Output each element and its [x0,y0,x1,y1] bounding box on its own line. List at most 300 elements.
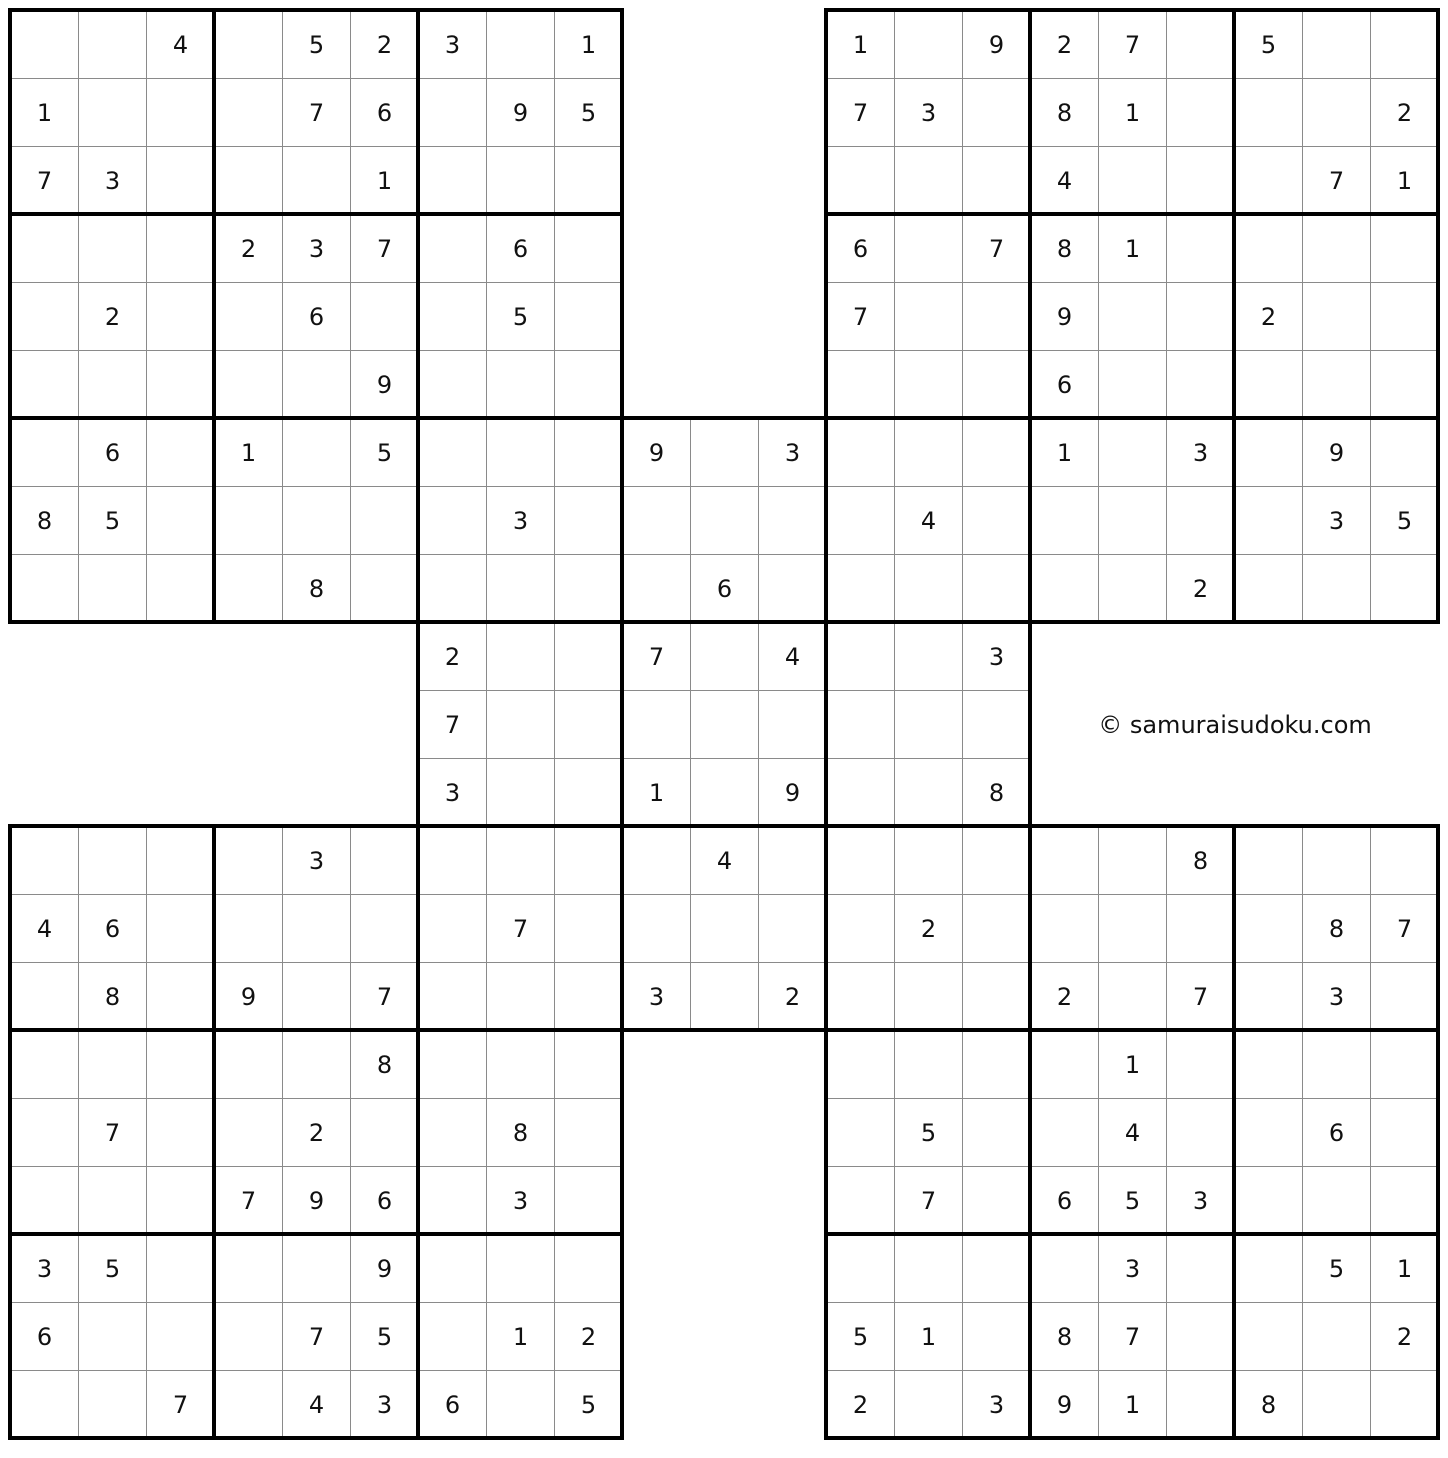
sudoku-cell[interactable] [826,350,895,419]
sudoku-cell[interactable] [486,962,555,1031]
sudoku-cell[interactable] [78,1166,147,1235]
sudoku-cell[interactable] [962,962,1031,1031]
sudoku-cell[interactable] [282,418,351,487]
sudoku-cell[interactable] [282,350,351,419]
sudoku-cell: 1 [622,758,691,827]
sudoku-cell[interactable] [894,962,963,1031]
sudoku-cell[interactable] [1370,1098,1439,1167]
sudoku-cell[interactable] [1098,826,1167,895]
sudoku-cell: 8 [1234,1370,1303,1439]
sudoku-cell[interactable] [146,894,215,963]
sudoku-cell[interactable] [690,690,759,759]
sudoku-cell[interactable] [1166,78,1235,147]
sudoku-cell[interactable] [214,1370,283,1439]
sudoku-cell: 2 [1370,1302,1439,1371]
sudoku-cell[interactable] [1234,418,1303,487]
sudoku-cell[interactable] [554,1166,623,1235]
sudoku-cell[interactable] [78,1370,147,1439]
box-border [1232,824,1236,1032]
box-border [212,824,216,1032]
sudoku-cell[interactable] [1370,282,1439,351]
sudoku-cell[interactable] [826,826,895,895]
sudoku-cell[interactable] [1370,1166,1439,1235]
sudoku-cell[interactable] [554,214,623,283]
sudoku-cell[interactable] [554,758,623,827]
sudoku-cell[interactable] [826,1234,895,1303]
sudoku-cell[interactable] [418,894,487,963]
sudoku-cell[interactable] [350,282,419,351]
sudoku-cell[interactable] [418,962,487,1031]
sudoku-cell[interactable] [962,282,1031,351]
sudoku-cell: 8 [78,962,147,1031]
sudoku-cell[interactable] [1030,894,1099,963]
sudoku-cell[interactable] [146,282,215,351]
sudoku-cell[interactable] [214,826,283,895]
sudoku-cell: 6 [1030,1166,1099,1235]
sudoku-cell[interactable] [282,962,351,1031]
sudoku-cell[interactable] [350,826,419,895]
sudoku-cell[interactable] [1030,1234,1099,1303]
sudoku-cell[interactable] [622,554,691,623]
sudoku-cell[interactable] [418,282,487,351]
sudoku-cell[interactable] [486,758,555,827]
sudoku-cell[interactable] [826,622,895,691]
sudoku-cell[interactable] [418,826,487,895]
sudoku-cell[interactable] [418,418,487,487]
sudoku-cell[interactable] [1098,282,1167,351]
sudoku-cell[interactable] [1302,1302,1371,1371]
sudoku-cell: 1 [10,78,79,147]
sudoku-cell[interactable] [10,282,79,351]
sudoku-cell[interactable] [1166,282,1235,351]
sudoku-cell[interactable] [962,350,1031,419]
sudoku-cell[interactable] [78,78,147,147]
sudoku-cell[interactable] [826,1098,895,1167]
sudoku-cell[interactable] [1234,78,1303,147]
sudoku-cell[interactable] [962,894,1031,963]
sudoku-cell[interactable] [1302,214,1371,283]
sudoku-cell[interactable] [146,826,215,895]
sudoku-cell[interactable] [418,1302,487,1371]
sudoku-cell[interactable] [894,418,963,487]
sudoku-cell[interactable] [1370,962,1439,1031]
sudoku-cell[interactable] [486,1370,555,1439]
sudoku-cell[interactable] [1234,1098,1303,1167]
sudoku-cell[interactable] [1370,350,1439,419]
box-border [824,8,828,216]
sudoku-cell[interactable] [894,10,963,79]
sudoku-cell[interactable] [146,962,215,1031]
sudoku-cell[interactable] [554,350,623,419]
sudoku-cell[interactable] [1166,486,1235,555]
box-border [8,1028,12,1236]
sudoku-cell[interactable] [1166,1302,1235,1371]
sudoku-cell[interactable] [1302,10,1371,79]
sudoku-cell[interactable] [214,894,283,963]
sudoku-cell[interactable] [350,554,419,623]
sudoku-cell[interactable] [1234,962,1303,1031]
box-border [212,1436,420,1440]
box-border [1028,416,1236,420]
sudoku-cell[interactable] [10,10,79,79]
sudoku-cell[interactable] [486,418,555,487]
sudoku-cell: 7 [894,1166,963,1235]
sudoku-cell[interactable] [1370,1370,1439,1439]
sudoku-cell[interactable] [1302,826,1371,895]
sudoku-cell: 7 [826,282,895,351]
sudoku-cell[interactable] [826,690,895,759]
sudoku-cell: 7 [826,78,895,147]
sudoku-cell[interactable] [486,554,555,623]
sudoku-cell[interactable] [622,826,691,895]
sudoku-cell: 1 [1030,418,1099,487]
sudoku-cell[interactable] [758,894,827,963]
sudoku-cell: 6 [78,894,147,963]
sudoku-cell[interactable] [418,554,487,623]
sudoku-cell[interactable] [554,1234,623,1303]
sudoku-cell[interactable] [554,894,623,963]
sudoku-cell[interactable] [690,622,759,691]
sudoku-cell[interactable] [486,1030,555,1099]
sudoku-cell[interactable] [554,1030,623,1099]
box-border [1436,1232,1440,1440]
sudoku-cell[interactable] [554,146,623,215]
sudoku-cell[interactable] [1234,1302,1303,1371]
sudoku-cell[interactable] [962,418,1031,487]
sudoku-cell[interactable] [282,894,351,963]
sudoku-cell: 2 [1030,10,1099,79]
sudoku-cell[interactable] [486,622,555,691]
sudoku-cell[interactable] [1234,214,1303,283]
sudoku-cell[interactable] [418,1030,487,1099]
sudoku-cell[interactable] [894,690,963,759]
sudoku-cell[interactable] [1234,1166,1303,1235]
box-border [8,824,216,828]
sudoku-cell[interactable] [1302,1030,1371,1099]
sudoku-cell[interactable] [1302,554,1371,623]
sudoku-cell: 7 [1370,894,1439,963]
sudoku-cell[interactable] [1234,146,1303,215]
sudoku-cell[interactable] [758,826,827,895]
sudoku-cell[interactable] [1370,1030,1439,1099]
sudoku-cell[interactable] [690,486,759,555]
sudoku-cell[interactable] [10,1166,79,1235]
box-border [1232,1232,1236,1440]
sudoku-cell[interactable] [1234,1030,1303,1099]
sudoku-cell[interactable] [554,486,623,555]
sudoku-cell[interactable] [1098,894,1167,963]
sudoku-cell[interactable] [1098,554,1167,623]
box-border [1028,212,1236,216]
sudoku-cell[interactable] [78,10,147,79]
sudoku-cell[interactable] [690,894,759,963]
sudoku-cell[interactable] [78,1030,147,1099]
box-border [1028,620,1236,624]
sudoku-cell[interactable] [1234,554,1303,623]
sudoku-cell[interactable] [146,1234,215,1303]
sudoku-cell[interactable] [418,1098,487,1167]
sudoku-cell[interactable] [622,486,691,555]
sudoku-cell[interactable] [1234,486,1303,555]
sudoku-cell[interactable] [1166,214,1235,283]
sudoku-cell[interactable] [282,1030,351,1099]
sudoku-cell[interactable] [78,1302,147,1371]
box-border [212,1232,216,1440]
sudoku-cell[interactable] [826,894,895,963]
sudoku-cell[interactable] [1030,486,1099,555]
sudoku-cell[interactable] [418,146,487,215]
sudoku-cell[interactable] [894,214,963,283]
sudoku-cell[interactable] [1234,350,1303,419]
sudoku-cell[interactable] [214,554,283,623]
sudoku-cell[interactable] [146,146,215,215]
sudoku-cell[interactable] [962,690,1031,759]
sudoku-cell[interactable] [1302,1370,1371,1439]
sudoku-cell[interactable] [486,690,555,759]
sudoku-cell[interactable] [1098,146,1167,215]
sudoku-cell[interactable] [10,962,79,1031]
sudoku-cell[interactable] [350,894,419,963]
sudoku-cell[interactable] [1302,78,1371,147]
sudoku-cell[interactable] [418,1166,487,1235]
sudoku-cell[interactable] [962,554,1031,623]
sudoku-cell[interactable] [690,758,759,827]
sudoku-cell[interactable] [78,554,147,623]
sudoku-cell[interactable] [826,418,895,487]
sudoku-cell: 1 [554,10,623,79]
sudoku-cell[interactable] [894,350,963,419]
sudoku-cell[interactable] [214,1030,283,1099]
sudoku-cell[interactable] [962,1098,1031,1167]
sudoku-cell[interactable] [10,1030,79,1099]
box-border [620,416,624,624]
sudoku-cell: 6 [1302,1098,1371,1167]
sudoku-cell[interactable] [214,486,283,555]
box-border [1436,1028,1440,1236]
sudoku-cell[interactable] [962,826,1031,895]
sudoku-cell[interactable] [826,486,895,555]
sudoku-cell: 2 [758,962,827,1031]
sudoku-cell[interactable] [146,1098,215,1167]
sudoku-cell[interactable] [894,282,963,351]
sudoku-cell[interactable] [10,350,79,419]
sudoku-cell[interactable] [486,826,555,895]
sudoku-cell[interactable] [1302,1166,1371,1235]
sudoku-cell[interactable] [826,1166,895,1235]
sudoku-cell[interactable] [1370,214,1439,283]
sudoku-cell[interactable] [146,486,215,555]
sudoku-cell[interactable] [10,1370,79,1439]
box-border [824,8,1032,12]
sudoku-cell[interactable] [10,826,79,895]
box-border [8,8,12,216]
sudoku-cell[interactable] [146,1302,215,1371]
sudoku-cell[interactable] [962,1030,1031,1099]
sudoku-cell[interactable] [1302,282,1371,351]
sudoku-cell[interactable] [1166,1234,1235,1303]
sudoku-cell[interactable] [418,214,487,283]
sudoku-cell: 6 [78,418,147,487]
box-border [620,1028,624,1236]
sudoku-cell[interactable] [826,146,895,215]
sudoku-cell[interactable] [282,1234,351,1303]
sudoku-cell[interactable] [894,1370,963,1439]
sudoku-cell[interactable] [1030,826,1099,895]
sudoku-cell[interactable] [10,418,79,487]
sudoku-cell[interactable] [894,826,963,895]
sudoku-cell[interactable] [10,1098,79,1167]
sudoku-cell[interactable] [758,690,827,759]
sudoku-cell[interactable] [78,350,147,419]
box-border [416,620,624,624]
box-border [212,1028,216,1236]
sudoku-cell[interactable] [1370,418,1439,487]
sudoku-cell[interactable] [1234,826,1303,895]
sudoku-cell[interactable] [486,1234,555,1303]
sudoku-cell[interactable] [1166,1098,1235,1167]
box-border [416,1028,624,1032]
sudoku-cell[interactable] [1166,10,1235,79]
sudoku-cell[interactable] [146,78,215,147]
sudoku-cell[interactable] [894,622,963,691]
sudoku-cell[interactable] [758,486,827,555]
sudoku-cell[interactable] [78,826,147,895]
sudoku-cell[interactable] [962,1166,1031,1235]
sudoku-cell[interactable] [418,78,487,147]
sudoku-cell: 5 [826,1302,895,1371]
sudoku-cell[interactable] [894,758,963,827]
sudoku-cell[interactable] [350,1098,419,1167]
sudoku-cell[interactable] [622,894,691,963]
sudoku-cell[interactable] [962,486,1031,555]
sudoku-cell[interactable] [486,350,555,419]
box-border [1232,8,1236,216]
sudoku-cell[interactable] [214,1098,283,1167]
sudoku-cell[interactable] [146,554,215,623]
sudoku-cell[interactable] [826,554,895,623]
sudoku-cell: 6 [10,1302,79,1371]
box-border [416,8,624,12]
sudoku-cell[interactable] [826,1030,895,1099]
sudoku-cell[interactable] [554,690,623,759]
sudoku-cell[interactable] [622,690,691,759]
sudoku-cell[interactable] [826,962,895,1031]
sudoku-cell[interactable] [146,1166,215,1235]
sudoku-cell[interactable] [894,1234,963,1303]
sudoku-cell[interactable] [1370,554,1439,623]
sudoku-cell: 5 [1302,1234,1371,1303]
sudoku-cell[interactable] [690,962,759,1031]
sudoku-cell[interactable] [758,554,827,623]
sudoku-cell[interactable] [554,418,623,487]
sudoku-cell[interactable] [554,826,623,895]
sudoku-cell[interactable] [350,486,419,555]
sudoku-cell[interactable] [1166,1370,1235,1439]
box-border [1232,8,1440,12]
sudoku-cell[interactable] [10,214,79,283]
box-border [1028,8,1236,12]
sudoku-cell[interactable] [1098,486,1167,555]
sudoku-cell[interactable] [554,1098,623,1167]
sudoku-cell: 2 [554,1302,623,1371]
sudoku-cell[interactable] [554,622,623,691]
sudoku-cell[interactable] [1234,1234,1303,1303]
sudoku-cell[interactable] [418,1234,487,1303]
sudoku-cell[interactable] [1166,350,1235,419]
sudoku-cell[interactable] [894,1030,963,1099]
sudoku-cell[interactable] [554,554,623,623]
sudoku-cell[interactable] [1370,826,1439,895]
sudoku-cell[interactable] [1030,1098,1099,1167]
sudoku-cell[interactable] [1098,350,1167,419]
sudoku-cell[interactable] [146,418,215,487]
sudoku-cell[interactable] [1166,146,1235,215]
box-border [620,212,624,420]
box-border [824,212,1032,216]
sudoku-cell[interactable] [214,146,283,215]
sudoku-cell[interactable] [894,554,963,623]
sudoku-cell[interactable] [214,78,283,147]
sudoku-cell[interactable] [1166,894,1235,963]
sudoku-cell: 3 [1166,1166,1235,1235]
sudoku-cell: 8 [486,1098,555,1167]
sudoku-cell[interactable] [554,282,623,351]
sudoku-cell[interactable] [1030,554,1099,623]
sudoku-cell: 7 [214,1166,283,1235]
sudoku-cell[interactable] [282,146,351,215]
box-border [1232,1028,1236,1236]
sudoku-cell[interactable] [962,1234,1031,1303]
sudoku-cell[interactable] [1098,962,1167,1031]
box-border [824,416,1032,420]
sudoku-cell[interactable] [146,1030,215,1099]
sudoku-cell[interactable] [214,10,283,79]
sudoku-cell[interactable] [962,1302,1031,1371]
sudoku-cell[interactable] [282,486,351,555]
sudoku-cell[interactable] [418,486,487,555]
sudoku-cell[interactable] [554,962,623,1031]
sudoku-cell[interactable] [1234,894,1303,963]
sudoku-cell[interactable] [690,418,759,487]
sudoku-cell: 7 [10,146,79,215]
sudoku-cell[interactable] [894,146,963,215]
sudoku-cell: 3 [1166,418,1235,487]
sudoku-cell: 4 [10,894,79,963]
sudoku-cell[interactable] [1166,1030,1235,1099]
sudoku-cell[interactable] [214,1234,283,1303]
sudoku-cell[interactable] [486,10,555,79]
box-border [212,824,420,828]
sudoku-cell[interactable] [214,350,283,419]
sudoku-cell: 5 [1370,486,1439,555]
sudoku-cell[interactable] [78,214,147,283]
sudoku-cell[interactable] [1370,10,1439,79]
sudoku-cell[interactable] [146,350,215,419]
sudoku-cell[interactable] [1302,350,1371,419]
sudoku-cell[interactable] [826,758,895,827]
sudoku-cell[interactable] [1030,1030,1099,1099]
sudoku-cell[interactable] [214,282,283,351]
sudoku-cell[interactable] [146,214,215,283]
box-border [416,416,624,420]
sudoku-cell[interactable] [10,554,79,623]
sudoku-cell[interactable] [418,350,487,419]
sudoku-cell[interactable] [962,146,1031,215]
sudoku-cell[interactable] [1098,418,1167,487]
sudoku-cell[interactable] [486,146,555,215]
sudoku-cell[interactable] [962,78,1031,147]
sudoku-cell[interactable] [214,1302,283,1371]
